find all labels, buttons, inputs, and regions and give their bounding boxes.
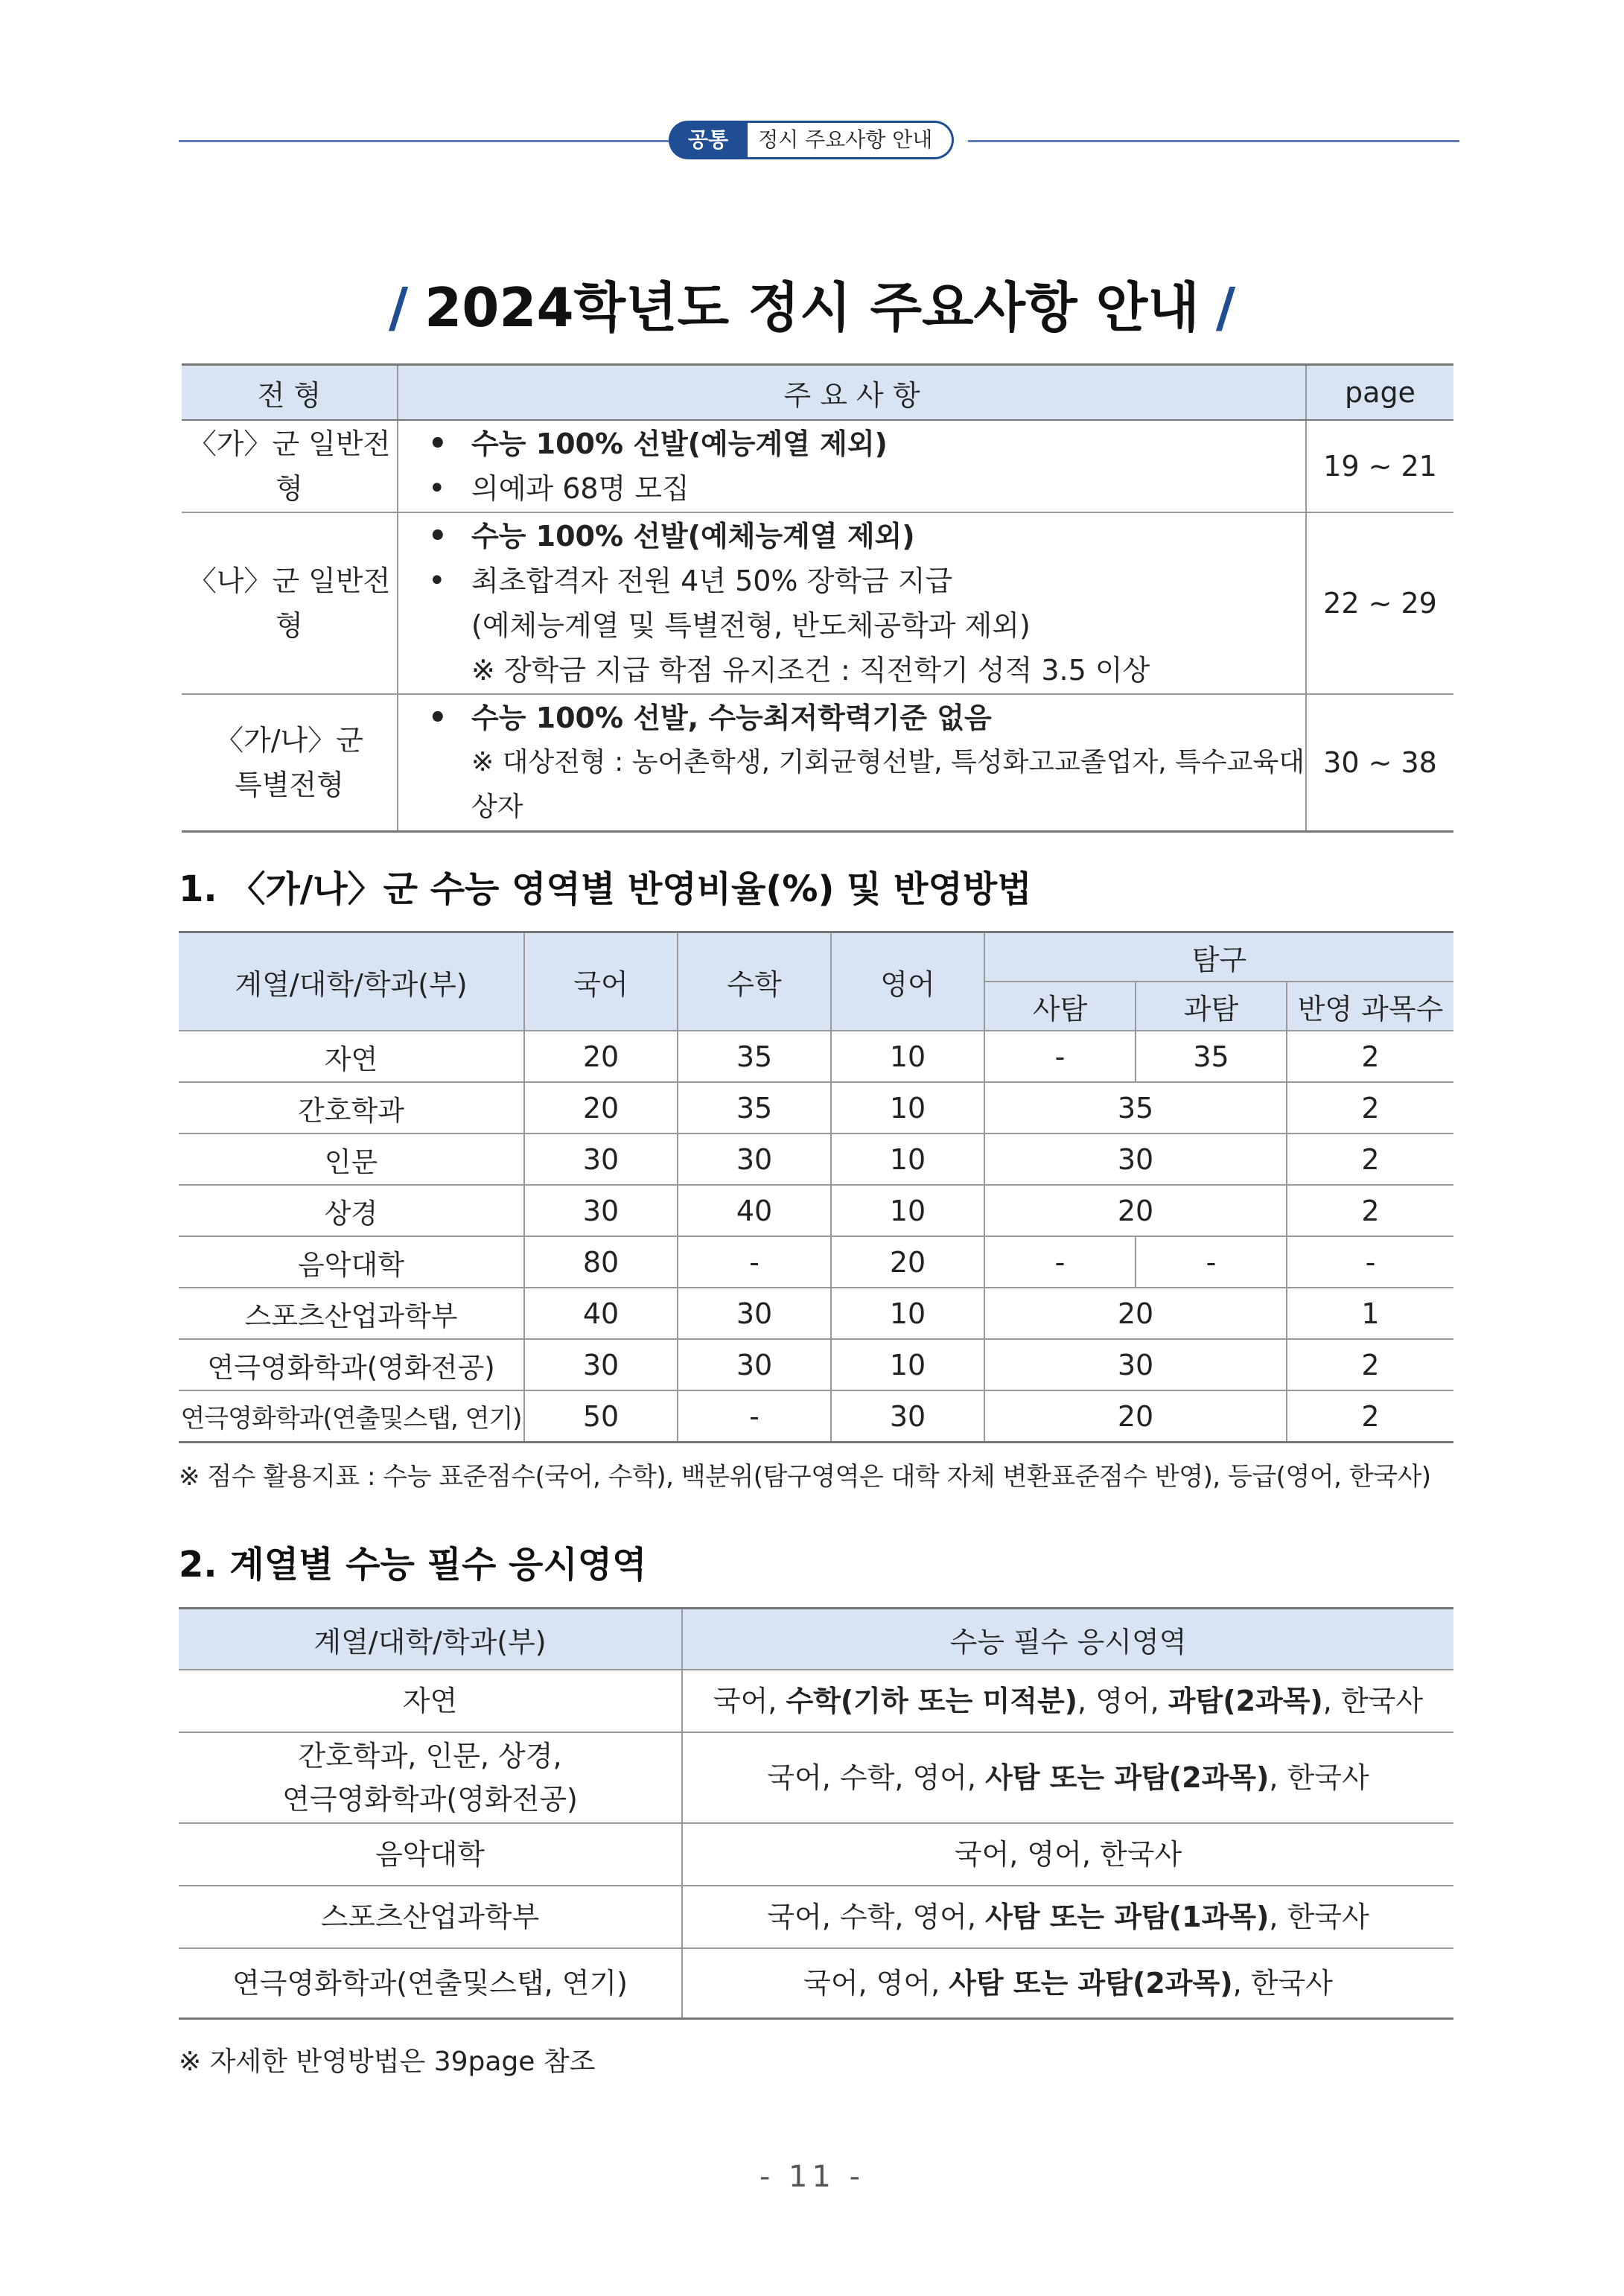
math-ratio: 30 <box>678 1339 831 1390</box>
inquiry-ratio: 30 <box>984 1339 1287 1390</box>
ratio-col-dept: 계열/대학/학과(부) <box>179 932 524 1031</box>
summary-col-page: page <box>1306 365 1453 421</box>
summary-line: • 수능 100% 선발, 수능최저학력기준 없음 <box>428 696 1305 740</box>
science-ratio: 35 <box>1136 1031 1287 1082</box>
inquiry-ratio: 20 <box>984 1185 1287 1236</box>
summary-detail <box>398 420 1306 512</box>
english-ratio: 30 <box>831 1390 984 1443</box>
summary-line: • 의예과 68명 모집 <box>428 466 1305 511</box>
summary-type: 〈나〉군 일반전형 <box>182 512 398 694</box>
table-row <box>179 1288 1453 1339</box>
math-ratio: 30 <box>678 1288 831 1339</box>
summary-col-details: 주 요 사 항 <box>398 365 1306 421</box>
korean-ratio: 20 <box>524 1031 678 1082</box>
summary-row <box>182 512 1453 694</box>
math-ratio: 35 <box>678 1031 831 1082</box>
dept-name-line1: 간호학과, 인문, 상경, <box>298 1740 562 1772</box>
header-category: 공통 <box>669 121 748 159</box>
subject-text: 국어, 수학, 영어, <box>767 1901 986 1933</box>
subject-count: 2 <box>1287 1339 1453 1390</box>
english-ratio: 10 <box>831 1031 984 1082</box>
subject-text-bold: 수학(기하 또는 미적분) <box>786 1685 1078 1717</box>
korean-ratio: 30 <box>524 1339 678 1390</box>
summary-page: 30 ~ 38 <box>1306 694 1453 832</box>
ratio-table <box>179 931 1453 1443</box>
subject-text-bold: 사탐 또는 과탐(2과목) <box>985 1761 1270 1794</box>
summary-col-type: 전 형 <box>182 365 398 421</box>
dept-name: 스포츠산업과학부 <box>179 1288 524 1339</box>
inquiry-ratio: 20 <box>984 1288 1287 1339</box>
ratio-header-row <box>179 932 1453 982</box>
table-row <box>179 1082 1453 1133</box>
subject-text: 국어, 수학, 영어, <box>767 1761 986 1794</box>
summary-line: ※ 장학금 지급 학점 유지조건 : 직전학기 성적 3.5 이상 <box>471 654 1150 687</box>
english-ratio: 10 <box>831 1082 984 1133</box>
required-subjects <box>682 1886 1453 1948</box>
table-row <box>179 1390 1453 1443</box>
dept-name <box>179 1732 682 1823</box>
korean-ratio: 30 <box>524 1185 678 1236</box>
english-ratio: 10 <box>831 1288 984 1339</box>
english-ratio: 10 <box>831 1185 984 1236</box>
dept-name: 자연 <box>179 1031 524 1082</box>
korean-ratio: 50 <box>524 1390 678 1443</box>
page-title-text: 2024학년도 정시 주요사항 안내 <box>424 276 1200 339</box>
summary-detail <box>398 694 1306 832</box>
science-ratio: - <box>1136 1236 1287 1288</box>
inquiry-ratio: 30 <box>984 1133 1287 1185</box>
required-subjects <box>682 1670 1453 1732</box>
summary-table <box>182 363 1453 833</box>
dept-name: 음악대학 <box>179 1823 682 1886</box>
section1-heading: 1. 〈가/나〉군 수능 영역별 반영비율(%) 및 반영방법 <box>179 868 1032 910</box>
summary-row <box>182 694 1453 832</box>
subject-text-bold: 과탐(2과목) <box>1168 1685 1323 1717</box>
subject-text: 국어, 영어, <box>803 1967 949 2000</box>
korean-ratio: 20 <box>524 1082 678 1133</box>
table-row <box>179 1339 1453 1390</box>
inquiry-ratio: 35 <box>984 1082 1287 1133</box>
dept-name: 음악대학 <box>179 1236 524 1288</box>
dept-name: 자연 <box>179 1670 682 1732</box>
section2-heading: 2. 계열별 수능 필수 응시영역 <box>179 1544 647 1586</box>
dept-name: 연극영화학과(연출및스탭, 연기) <box>179 1390 524 1443</box>
math-ratio: 35 <box>678 1082 831 1133</box>
english-ratio: 10 <box>831 1339 984 1390</box>
subject-text-bold: 사탐 또는 과탐(1과목) <box>985 1901 1270 1933</box>
ratio-col-social: 사탐 <box>984 982 1136 1031</box>
summary-line: • 수능 100% 선발(예능계열 제외) <box>428 422 1305 466</box>
dept-name: 간호학과 <box>179 1082 524 1133</box>
ratio-col-subject-count: 반영 과목수 <box>1287 982 1453 1031</box>
summary-line: • 수능 100% 선발(예체능계열 제외) <box>428 514 1305 559</box>
subject-text-bold: 사탐 또는 과탐(2과목) <box>949 1967 1233 2000</box>
math-ratio: - <box>678 1390 831 1443</box>
header-rule-right <box>968 140 1459 142</box>
required-col-dept: 계열/대학/학과(부) <box>179 1609 682 1670</box>
summary-header-row <box>182 365 1453 421</box>
ratio-col-korean: 국어 <box>524 932 678 1031</box>
subject-count: 2 <box>1287 1031 1453 1082</box>
dept-name: 스포츠산업과학부 <box>179 1886 682 1948</box>
subject-text: , 한국사 <box>1269 1901 1369 1933</box>
dept-name: 연극영화학과(연출및스탭, 연기) <box>179 1948 682 2019</box>
summary-type-line1: 〈가/나〉군 <box>215 724 363 757</box>
summary-line: (예체능계열 및 특별전형, 반도체공학과 제외) <box>471 609 1031 642</box>
summary-line: • 최초합격자 전원 4년 50% 장학금 지급 <box>428 559 1305 603</box>
math-ratio: 40 <box>678 1185 831 1236</box>
dept-name: 인문 <box>179 1133 524 1185</box>
subject-count: 2 <box>1287 1390 1453 1443</box>
summary-line: ※ 대상전형 : 농어촌학생, 기회균형선발, 특성화고교졸업자, 특수교육대상자 <box>471 747 1305 822</box>
korean-ratio: 30 <box>524 1133 678 1185</box>
subject-text: , 영어, <box>1077 1685 1168 1717</box>
subject-count: 2 <box>1287 1082 1453 1133</box>
ratio-col-english: 영어 <box>831 932 984 1031</box>
section1-note: ※ 점수 활용지표 : 수능 표준점수(국어, 수학), 백분위(탐구영역은 대학 자체 변환표준점수 반영), 등급(영어, 한국사) <box>179 1462 1431 1492</box>
required-header-row <box>179 1609 1453 1670</box>
required-col-subjects: 수능 필수 응시영역 <box>682 1609 1453 1670</box>
table-row <box>179 1948 1453 2019</box>
dept-name: 상경 <box>179 1185 524 1236</box>
title-slash-left: / <box>388 276 409 339</box>
summary-page: 22 ~ 29 <box>1306 512 1453 694</box>
section2-note: ※ 자세한 반영방법은 39page 참조 <box>179 2047 596 2077</box>
header-badge <box>669 121 954 159</box>
subject-count: 2 <box>1287 1133 1453 1185</box>
header-rule-left <box>179 140 670 142</box>
korean-ratio: 80 <box>524 1236 678 1288</box>
social-ratio: - <box>984 1031 1136 1082</box>
subject-count: 2 <box>1287 1185 1453 1236</box>
inquiry-ratio: 20 <box>984 1390 1287 1443</box>
social-ratio: - <box>984 1236 1136 1288</box>
table-row <box>179 1236 1453 1288</box>
math-ratio: - <box>678 1236 831 1288</box>
page-title <box>0 264 1624 342</box>
subject-count: 1 <box>1287 1288 1453 1339</box>
table-row <box>179 1670 1453 1732</box>
subject-text: 국어, 영어, 한국사 <box>954 1838 1182 1871</box>
required-subjects <box>682 1732 1453 1823</box>
table-row <box>179 1031 1453 1082</box>
table-row <box>179 1185 1453 1236</box>
summary-page: 19 ~ 21 <box>1306 420 1453 512</box>
subject-text: , 한국사 <box>1269 1761 1369 1794</box>
subject-text: , 한국사 <box>1232 1967 1333 2000</box>
summary-type <box>182 694 398 832</box>
ratio-col-science: 과탐 <box>1136 982 1287 1031</box>
table-row <box>179 1732 1453 1823</box>
summary-detail <box>398 512 1306 694</box>
english-ratio: 10 <box>831 1133 984 1185</box>
ratio-col-math: 수학 <box>678 932 831 1031</box>
table-row <box>179 1823 1453 1886</box>
subject-text: 국어, <box>713 1685 786 1717</box>
dept-name: 연극영화학과(영화전공) <box>179 1339 524 1390</box>
english-ratio: 20 <box>831 1236 984 1288</box>
summary-type-line2: 특별전형 <box>235 769 344 801</box>
table-row <box>179 1886 1453 1948</box>
ratio-col-inquiry: 탐구 <box>984 932 1453 982</box>
header-section-label: 정시 주요사항 안내 <box>733 121 954 159</box>
required-subjects <box>682 1823 1453 1886</box>
page-number: - 11 - <box>759 2160 865 2194</box>
title-slash-right: / <box>1215 276 1236 339</box>
dept-name-line2: 연극영화학과(영화전공) <box>282 1783 578 1816</box>
required-subjects-table <box>179 1607 1453 2020</box>
subject-text: , 한국사 <box>1322 1685 1424 1717</box>
math-ratio: 30 <box>678 1133 831 1185</box>
table-row <box>179 1133 1453 1185</box>
korean-ratio: 40 <box>524 1288 678 1339</box>
required-subjects <box>682 1948 1453 2019</box>
summary-row <box>182 420 1453 512</box>
subject-count: - <box>1287 1236 1453 1288</box>
summary-type: 〈가〉군 일반전형 <box>182 420 398 512</box>
